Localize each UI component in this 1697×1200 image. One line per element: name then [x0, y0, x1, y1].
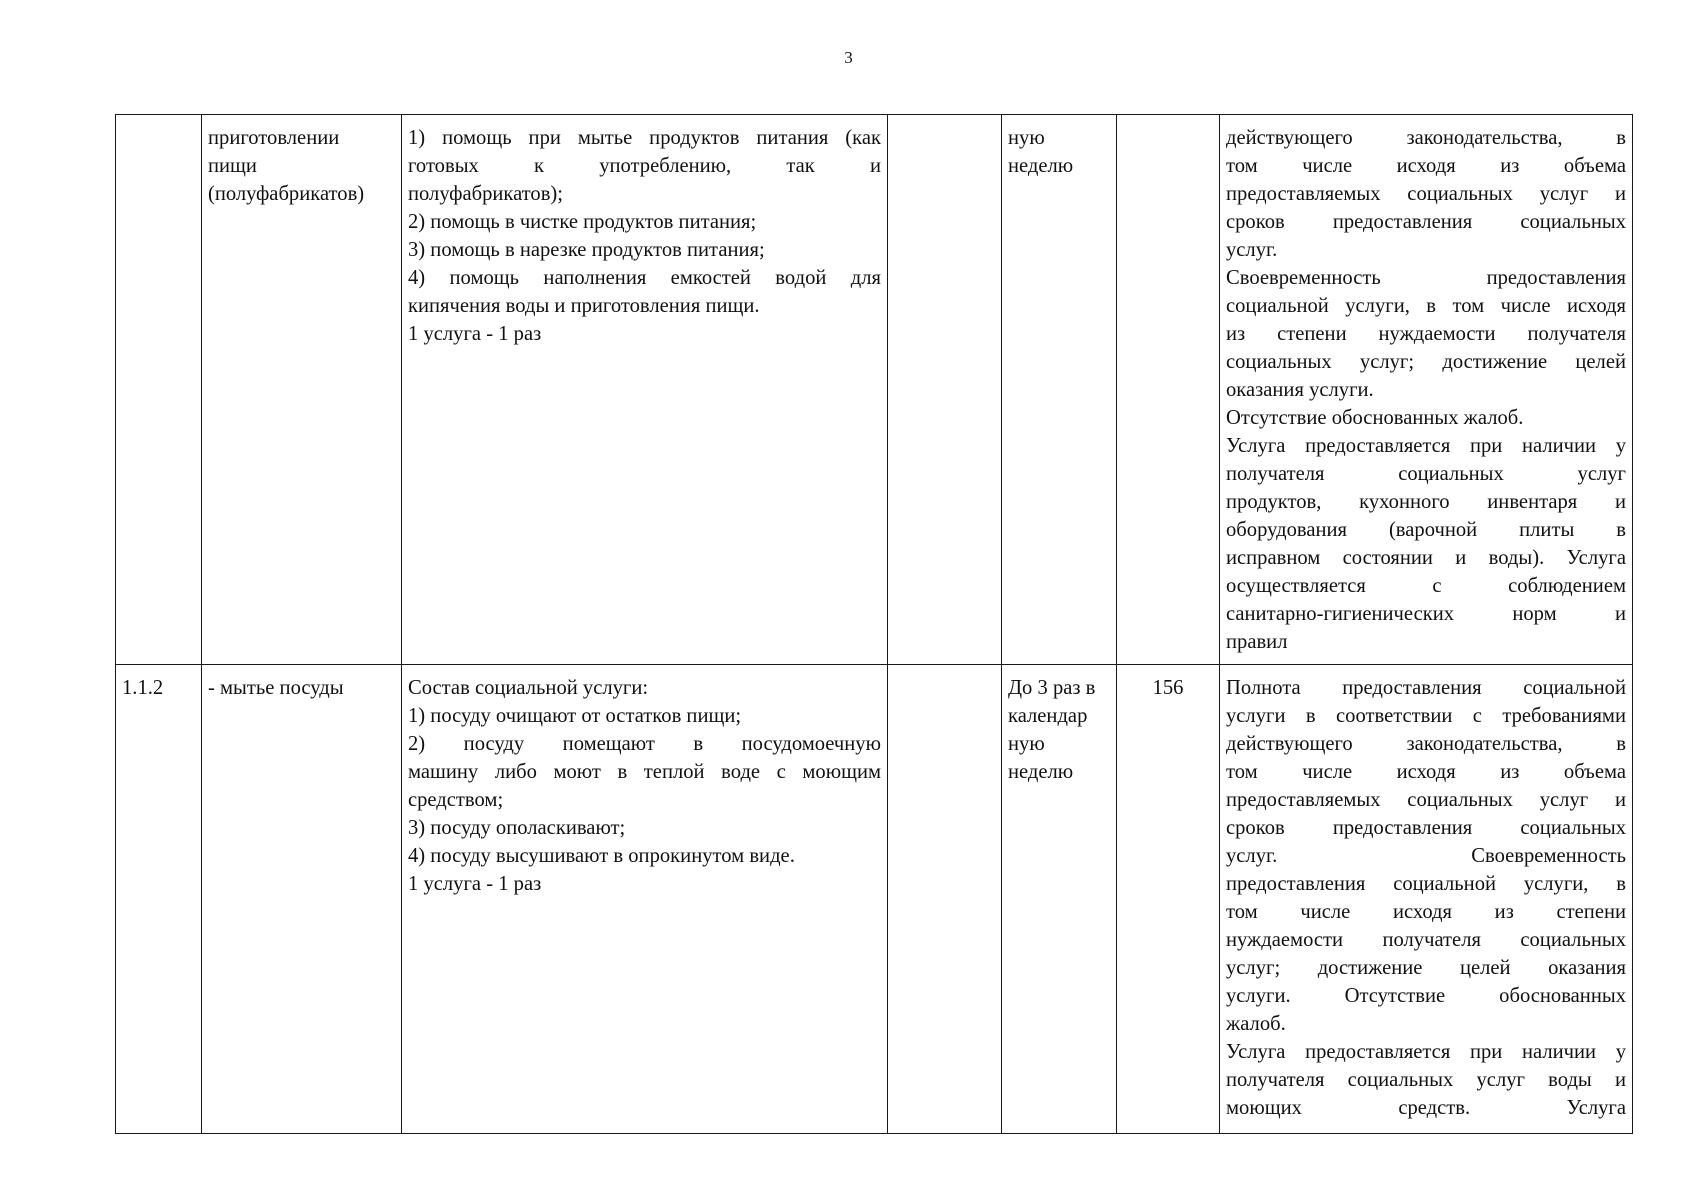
text-line: 2) помощь в чистке продуктов питания; — [408, 211, 757, 233]
text-line: том числе исходя из степени — [1226, 901, 1626, 923]
text-line: неделю — [1008, 155, 1074, 177]
text-line: жалоб. — [1226, 1013, 1286, 1035]
text-line: санитарно-гигиенических норм и — [1226, 603, 1626, 625]
text-line: действующего законодательства, в — [1226, 127, 1626, 149]
text-line: пищи — [208, 155, 257, 177]
cell-service-content — [402, 665, 888, 1134]
text-line: ную — [1008, 127, 1045, 149]
cell-frequency — [1002, 115, 1117, 665]
text-line: предоставляемых социальных услуг и — [1226, 183, 1626, 205]
text-line: машину либо моют в теплой воде с моющим — [408, 761, 881, 783]
cell-number — [116, 115, 202, 665]
cell-empty — [888, 115, 1002, 665]
text-line: 3) посуду ополаскивают; — [408, 817, 626, 839]
text-line: кипячения воды и приготовления пищи. — [408, 295, 760, 317]
text-line: 1 услуга - 1 раз — [408, 323, 542, 345]
text-line: готовых к употреблению, так и — [408, 155, 881, 177]
text-line: неделю — [1008, 761, 1074, 783]
text-line: приготовлении — [208, 127, 340, 149]
text-line: правил — [1226, 631, 1288, 653]
text-line: моющих средств. Услуга — [1226, 1097, 1626, 1119]
text-line: услуги. Отсутствие обоснованных — [1226, 985, 1626, 1007]
cell-number: 1.1.2 — [116, 665, 202, 1134]
text-line: социальной услуги, в том числе исходя — [1226, 295, 1626, 317]
text-line: услуги в соответствии с требованиями — [1226, 705, 1626, 727]
table-row — [116, 115, 1633, 665]
text-line: 1) помощь при мытье продуктов питания (как — [408, 127, 881, 149]
text-line: исправном состоянии и воды). Услуга — [1226, 547, 1626, 569]
page-number: 3 — [844, 48, 853, 67]
cell-service-name — [202, 665, 402, 1134]
text-line: календар — [1008, 705, 1088, 727]
text-line: Отсутствие обоснованных жалоб. — [1226, 407, 1524, 429]
text-line: услуг; достижение целей оказания — [1226, 957, 1626, 979]
text-line: 3) помощь в нарезке продуктов питания; — [408, 239, 765, 261]
cell-service-name — [202, 115, 402, 665]
cell-empty — [888, 665, 1002, 1134]
text-line: осуществляется с соблюдением — [1226, 575, 1626, 597]
text-line: получателя социальных услуг воды и — [1226, 1069, 1626, 1091]
cell-count: 156 — [1117, 665, 1220, 1134]
text-line: 2) посуду помещают в посудомоечную — [408, 733, 881, 755]
text-line: 1 услуга - 1 раз — [408, 873, 542, 895]
cell-quality — [1220, 115, 1633, 665]
text-line: нуждаемости получателя социальных — [1226, 929, 1626, 951]
text-line: Своевременность предоставления — [1226, 267, 1626, 289]
text-line: полуфабрикатов); — [408, 183, 564, 205]
text-line: предоставляемых социальных услуг и — [1226, 789, 1626, 811]
text-line: 4) помощь наполнения емкостей водой для — [408, 267, 881, 289]
text-line: До 3 раз в — [1008, 677, 1096, 699]
cell-quality — [1220, 665, 1633, 1134]
cell-count — [1117, 115, 1220, 665]
services-table — [115, 114, 1633, 1134]
text-line: Услуга предоставляется при наличии у — [1226, 435, 1626, 457]
cell-frequency — [1002, 665, 1117, 1134]
text-line: - мытье посуды — [208, 677, 344, 699]
text-line: продуктов, кухонного инвентаря и — [1226, 491, 1626, 513]
text-line: получателя социальных услуг — [1226, 463, 1626, 485]
text-line: (полуфабрикатов) — [208, 183, 365, 205]
text-line: Услуга предоставляется при наличии у — [1226, 1041, 1626, 1063]
text-line: сроков предоставления социальных — [1226, 817, 1626, 839]
text-line: средством; — [408, 789, 504, 811]
text-line: действующего законодательства, в — [1226, 733, 1626, 755]
table-row — [116, 665, 1633, 1134]
text-line: социальных услуг; достижение целей — [1226, 351, 1626, 373]
text-line: услуг. — [1226, 239, 1278, 261]
text-line: оказания услуги. — [1226, 379, 1374, 401]
text-line: том числе исходя из объема — [1226, 761, 1626, 783]
cell-service-content — [402, 115, 888, 665]
text-line: сроков предоставления социальных — [1226, 211, 1626, 233]
text-line: услуг. Своевременность — [1226, 845, 1626, 867]
text-line: ную — [1008, 733, 1045, 755]
text-line: 1) посуду очищают от остатков пищи; — [408, 705, 742, 727]
text-line: Полнота предоставления социальной — [1226, 677, 1626, 699]
text-line: оборудования (варочной плиты в — [1226, 519, 1626, 541]
text-line: из степени нуждаемости получателя — [1226, 323, 1626, 345]
text-line: предоставления социальной услуги, в — [1226, 873, 1626, 895]
text-line: том числе исходя из объема — [1226, 155, 1626, 177]
text-line: Состав социальной услуги: — [408, 677, 649, 699]
text-line: 4) посуду высушивают в опрокинутом виде. — [408, 845, 795, 867]
